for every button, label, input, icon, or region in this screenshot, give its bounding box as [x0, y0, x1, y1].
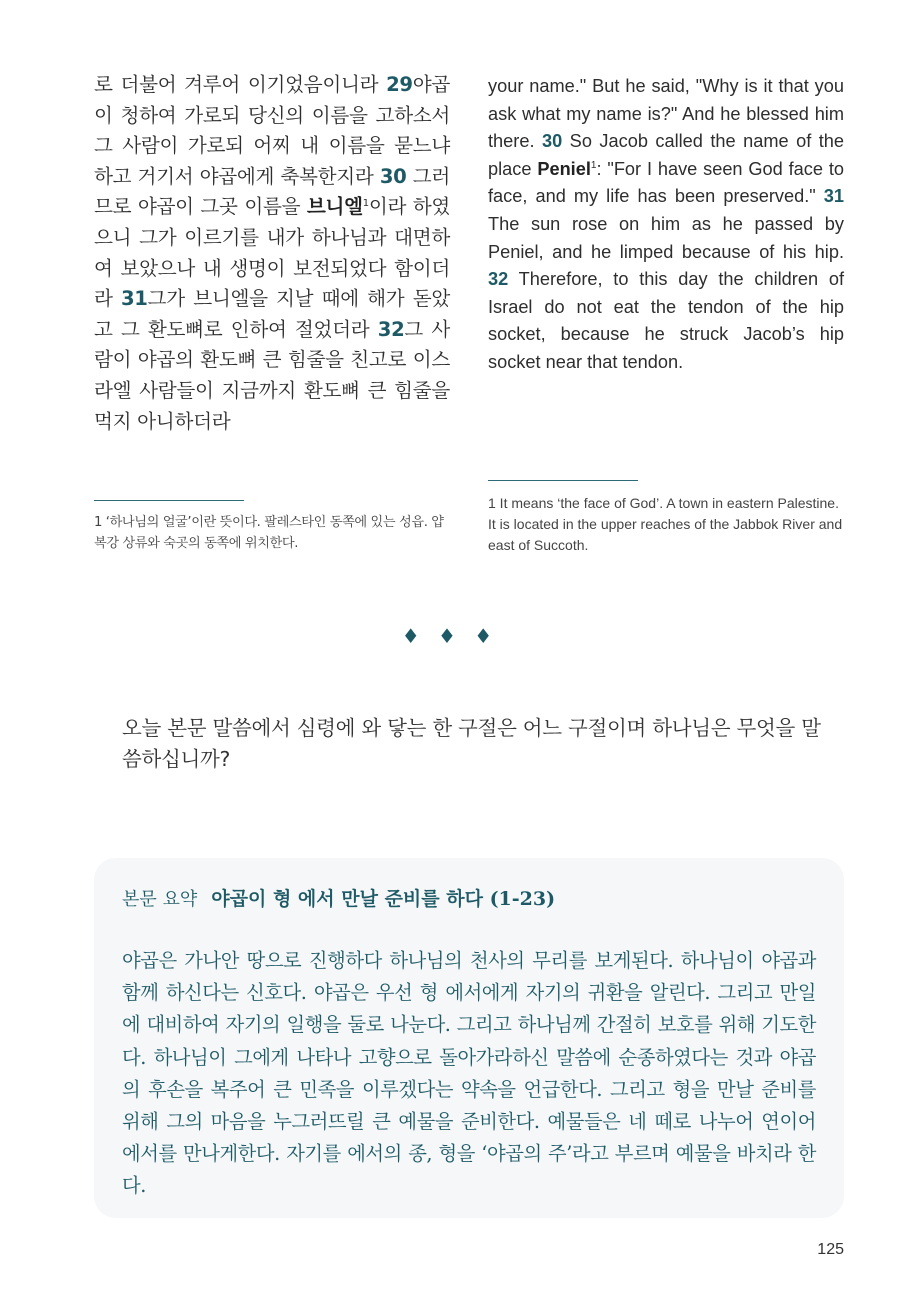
scripture-text: 그러므로 야곱이 그곳 이름을 [94, 164, 450, 219]
footnote-divider [94, 500, 244, 501]
scripture-text: The sun rose on him as he passed by Peniel, and he limped because of his hip. [488, 213, 844, 262]
scripture-text: Therefore, to this day the children of Israel do not eat the tendon of the hip socket, because he struck Jacob’s hip socket near that tendon. [488, 269, 844, 372]
scripture-text: your name." But he said, "Why is it that you ask what my name is?" And he blessed him there. [488, 76, 844, 152]
summary-title: 야곱이 형 에서 만날 준비를 하다 (1-23) [211, 888, 556, 910]
scripture-text: So Jacob called the name of the place [488, 131, 845, 179]
footnote-reference[interactable]: 1 [590, 159, 597, 171]
scripture-text: 야곱이 청하여 가로되 당신의 이름을 고하소서 그 사람이 가로되 어찌 내 이름을 묻느냐 하고 거기서 야곱에게 축복한지라 [94, 73, 450, 188]
place-name: 브니엘 [306, 195, 363, 219]
english-footnote: 1 It means ‘the face of God’. A town in eastern Palestine. It is located in the upper reaches of the Jabbok River and east of Succoth. [488, 495, 843, 553]
korean-scripture-column [94, 70, 450, 437]
footnote-reference[interactable]: 1 [362, 198, 369, 210]
verse-number: 30 [379, 164, 407, 188]
scripture-text: : "For I have seen God face to face, and my life has been preserved." [488, 158, 844, 207]
summary-body: 야곱은 가나안 땅으로 진행하다 하나님의 천사의 무리를 보게된다. 하나님이 야곱과 함께 하신다는 신호다. 야곱은 우선 형 에서에게 자기의 귀환을 알린다. 그리고 만일에 대비하여 자기의 일행을 둘로 나눈다. 그리고 하나님께 간절히 보호를 위해 기도한다. 하나님이 그에게 나타나 고향으로 돌아가라하신 말씀에 순종하였다는 것과 야곱의 후손을 복주어 큰 민족을 이루겠다는 약속을 언급한다. 그리고 형을 만날 준비를 위해 그의 마음을 누그러뜨릴 큰 예물을 준비한다. 예물들은 네 떼로 나누어 연이어 에서를 만나게한다. 자기를 에서의 종, 형을 ‘야곱의 주’라고 부르며 예물을 바치라 한다. [122, 949, 816, 1198]
verse-number: 30 [541, 131, 563, 152]
scripture-text: 로 더불어 겨루어 이기었음이니라 [94, 73, 387, 96]
summary-tag: 본문 요약 [122, 889, 198, 910]
page-number: 125 [817, 1241, 844, 1258]
footnote-divider [488, 480, 638, 481]
scripture-text: 이라 하였으니 그가 이르기를 내가 하나님과 대면하여 보았으나 내 생명이 보전되었다 함이더라 [94, 195, 450, 311]
english-scripture-column [488, 73, 844, 377]
korean-footnote: 1 ‘하나님의 얼굴’이란 뜻이다. 팔레스타인 동쪽에 있는 성읍. 얍복강 상류와 숙곳의 동쪽에 위치한다. [94, 515, 444, 551]
verse-number: 32 [377, 317, 405, 341]
summary-heading [122, 884, 555, 911]
scripture-text: 그 사람이 야곱의 환도뼈 큰 힘줄을 친고로 이스라엘 사람들이 지금까지 환도뼈 큰 힘줄을 먹지 아니하더라 [94, 317, 450, 433]
reflection-question: 오늘 본문 말씀에서 심령에 와 닿는 한 구절은 어느 구절이며 하나님은 무엇을 말씀하십니까? [122, 716, 821, 771]
verse-number: 31 [120, 287, 148, 311]
verse-number: 32 [488, 269, 509, 290]
verse-number: 31 [823, 186, 844, 207]
verse-number: 29 [386, 73, 413, 96]
section-separator: ♦ ♦ ♦ [401, 624, 499, 648]
place-name: Peniel [537, 158, 591, 179]
scripture-text: 그가 브니엘을 지날 때에 해가 돋았고 그 환도뼈로 인하여 절었더라 [94, 287, 450, 341]
